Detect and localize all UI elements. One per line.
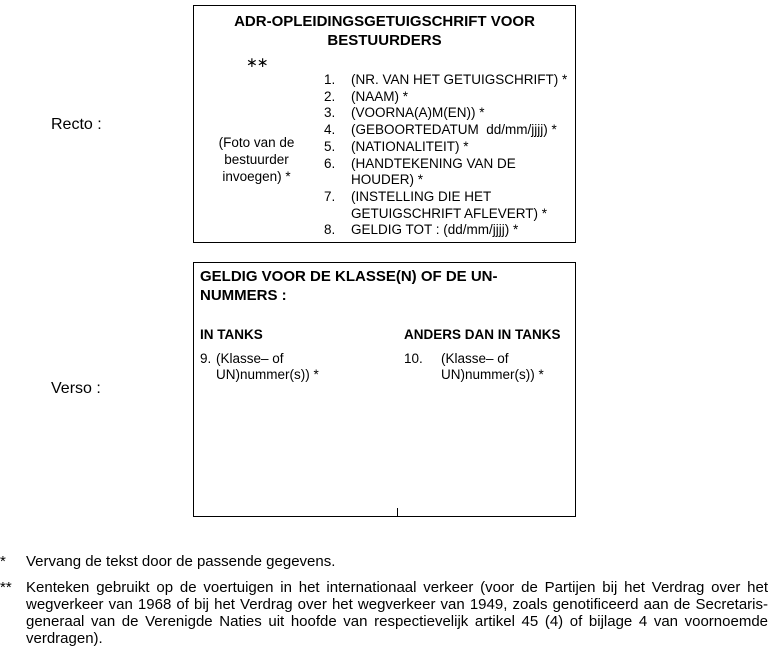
- item-text: (NATIONALITEIT) *: [351, 138, 469, 154]
- other-item: [404, 351, 564, 383]
- footnote-mark: *: [0, 553, 6, 570]
- item-text: (GEBOORTEDATUM dd/mm/jjjj) *: [351, 122, 557, 138]
- list-item: [324, 122, 574, 139]
- list-item: [324, 89, 574, 106]
- footnote-text: Vervang de tekst door de passende gegevens.: [26, 553, 336, 570]
- item-number: 7.: [324, 188, 336, 204]
- verso-label: Verso :: [51, 380, 101, 397]
- list-item: [324, 139, 574, 156]
- item-number: 5.: [324, 138, 336, 154]
- item-text: (NAAM) *: [351, 88, 408, 104]
- list-item: [324, 189, 574, 222]
- recto-certificate: [193, 5, 576, 243]
- recto-title: ADR-OPLEIDINGSGETUIGSCHRIFT VOOR BESTUURDERS: [234, 13, 535, 49]
- item-number: 10.: [404, 351, 423, 366]
- photo-placeholder: (Foto van de bestuurder invoegen) *: [218, 135, 295, 184]
- country-sign-marker: ∗∗: [246, 54, 268, 70]
- item-text: (HANDTEKENING VAN DE HOUDER) *: [351, 155, 516, 188]
- verso-certificate: [193, 262, 576, 517]
- column-heading-in-tanks: IN TANKS: [200, 327, 263, 342]
- item-text: (Klasse– of UN)nummer(s)) *: [216, 351, 319, 382]
- verso-title: GELDIG VOOR DE KLASSE(N) OF DE UN-NUMMERS :: [200, 268, 498, 304]
- item-number: 4.: [324, 122, 336, 138]
- item-text: GELDIG TOT : (dd/mm/jjjj) *: [351, 222, 519, 238]
- list-item: [324, 156, 574, 189]
- recto-label: Recto :: [51, 116, 102, 133]
- footnote-double-star: [0, 579, 768, 647]
- item-text: (Klasse– of UN)nummer(s)) *: [441, 351, 544, 382]
- item-number: 6.: [324, 155, 336, 171]
- in-tanks-item: [200, 351, 350, 383]
- item-text: (NR. VAN HET GETUIGSCHRIFT) *: [351, 72, 568, 87]
- footnote-text: Kenteken gebruikt op de voertuigen in het internationaal verkeer (voor de Partijen bij het Verdrag over het wegverkeer van 1968 of bij het Verdrag over het wegverkeer van 1949, zoals genotificeerd aan de Secretaris-generaal van de Verenigde Naties uit hoofde van respectievelijk artikel 45 (4) of bijlage 4 van voornoemde verdragen).: [26, 579, 768, 647]
- list-item: [324, 222, 574, 239]
- column-divider: [397, 508, 398, 517]
- item-number: 8.: [324, 222, 336, 238]
- item-number: 3.: [324, 105, 336, 121]
- footnote-single-star: [0, 553, 768, 570]
- list-item: [324, 72, 574, 89]
- item-number: 9.: [200, 351, 212, 366]
- column-heading-other: ANDERS DAN IN TANKS: [404, 327, 561, 342]
- item-number: 2.: [324, 88, 336, 104]
- item-number: 1.: [324, 72, 336, 87]
- list-item: [324, 105, 574, 122]
- recto-field-list: [324, 72, 574, 239]
- footnote-mark: **: [0, 579, 12, 596]
- item-text: (INSTELLING DIE HET GETUIGSCHRIFT AFLEVERT) *: [351, 188, 548, 221]
- item-text: (VOORNA(A)M(EN)) *: [351, 105, 485, 121]
